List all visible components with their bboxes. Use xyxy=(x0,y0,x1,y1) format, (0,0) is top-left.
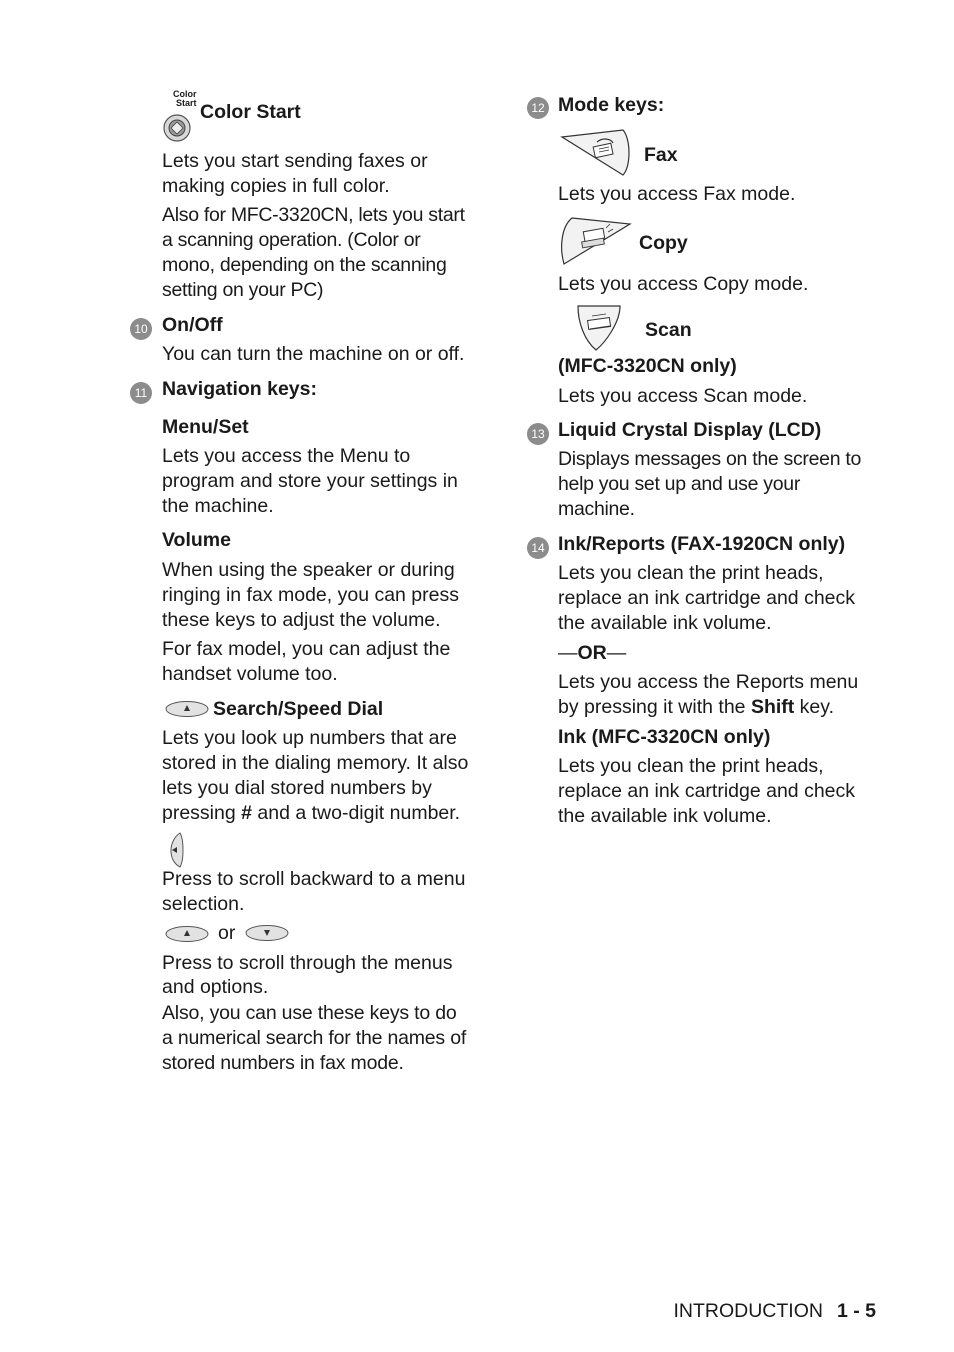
scan-subtitle: (MFC-3320CN only) xyxy=(558,355,737,377)
down-arrow-key-icon xyxy=(245,924,289,942)
lcd-desc: Displays messages on the screen to help you set up and use your machine. xyxy=(558,448,862,520)
up-arrow-key-icon xyxy=(165,700,209,718)
back-desc: Press to scroll backward to a menu selection. xyxy=(162,868,466,915)
page-number: 1 - 5 xyxy=(836,1300,876,1322)
color-start-icon-label: Color Start xyxy=(173,89,197,108)
color-start-desc2: Also for MFC-3320CN, lets you start a scanning operation. (Color or mono, depending on the scanning setting on your PC) xyxy=(162,204,465,301)
page-footer xyxy=(673,1300,876,1323)
ink-reports-desc2: Lets you access the Reports menu by pressing it with the Shift key. xyxy=(558,671,859,718)
fax-key-icon xyxy=(561,129,635,177)
color-start-button-icon xyxy=(163,113,193,143)
footer-section: INTRODUCTION xyxy=(673,1300,823,1322)
volume-desc2: For fax model, you can adjust the handset volume too. xyxy=(162,638,451,685)
copy-key-icon xyxy=(560,216,632,266)
ink-title: Ink (MFC-3320CN only) xyxy=(558,726,771,748)
or-divider: —OR— xyxy=(558,642,627,664)
menu-set-title: Menu/Set xyxy=(162,416,249,438)
scroll-desc2: Also, you can use these keys to do a numerical search for the names of stored numbers in fax mode. xyxy=(162,1002,467,1074)
scan-title: Scan xyxy=(645,319,692,341)
ink-reports-title: Ink/Reports (FAX-1920CN only) xyxy=(558,533,846,555)
copy-title: Copy xyxy=(639,232,688,254)
mode-keys-title: Mode keys: xyxy=(558,94,665,116)
search-speed-dial-title: Search/Speed Dial xyxy=(213,698,384,720)
navigation-keys-title: Navigation keys: xyxy=(162,378,317,400)
up-arrow-key-icon xyxy=(165,925,209,943)
color-start-desc1: Lets you start sending faxes or making copies in full color. xyxy=(162,150,428,197)
on-off-title: On/Off xyxy=(162,314,223,336)
item-number-10: 10 xyxy=(130,318,152,340)
item-number-12: 12 xyxy=(527,97,549,119)
volume-desc1: When using the speaker or during ringing in fax mode, you can press these keys to adjust the volume. xyxy=(162,559,459,631)
volume-title: Volume xyxy=(162,529,231,551)
ink-desc: Lets you clean the print heads, replace an ink cartridge and check the available ink volume. xyxy=(558,755,856,827)
item-number-13: 13 xyxy=(527,423,549,445)
on-off-desc: You can turn the machine on or off. xyxy=(162,343,465,365)
menu-set-desc: Lets you access the Menu to program and store your settings in the machine. xyxy=(162,445,458,517)
color-start-title: Color Start xyxy=(200,101,301,123)
fax-desc: Lets you access Fax mode. xyxy=(558,183,796,205)
item-number-14: 14 xyxy=(527,537,549,559)
scroll-desc: Press to scroll through the menus and options. xyxy=(162,952,453,998)
copy-desc: Lets you access Copy mode. xyxy=(558,273,809,295)
or-text: or xyxy=(218,922,236,944)
fax-title: Fax xyxy=(644,144,678,166)
scan-desc: Lets you access Scan mode. xyxy=(558,385,808,407)
left-arrow-key-icon xyxy=(165,832,185,868)
lcd-title: Liquid Crystal Display (LCD) xyxy=(558,419,822,441)
item-number-11: 11 xyxy=(130,382,152,404)
scan-key-icon xyxy=(576,304,624,352)
search-speed-dial-desc: Lets you look up numbers that are stored in the dialing memory. It also lets you dial stored numbers by pressing # and a two-digit number. xyxy=(162,727,469,824)
ink-reports-desc1: Lets you clean the print heads, replace an ink cartridge and check the available ink volume. xyxy=(558,562,856,634)
